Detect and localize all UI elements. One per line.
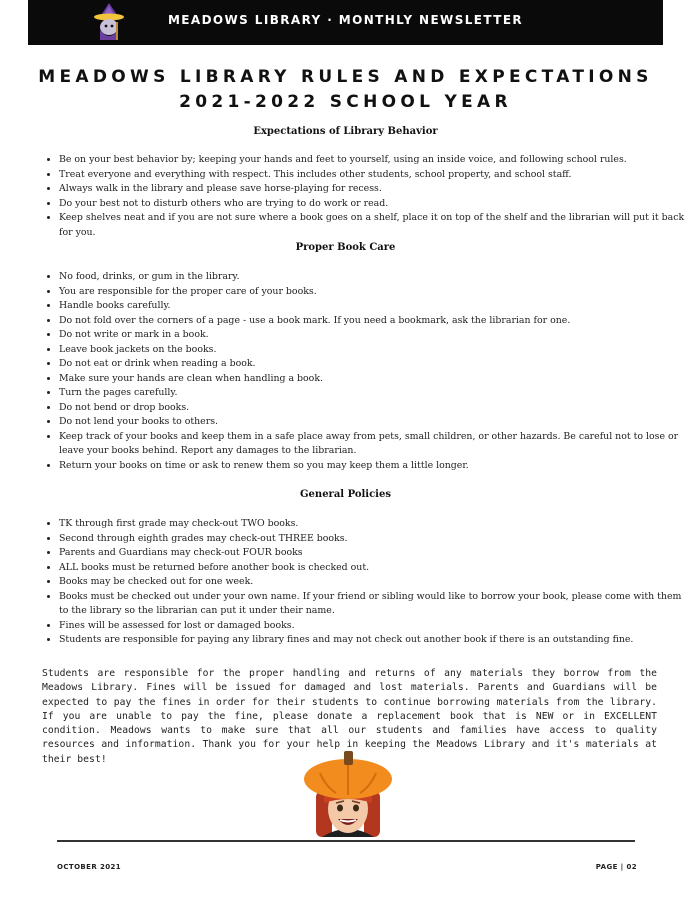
list-item: • Turn the pages carefully. bbox=[59, 386, 689, 401]
list-item: • No food, drinks, or gum in the library. bbox=[59, 270, 689, 285]
list-item: • Leave book jackets on the books. bbox=[59, 343, 689, 358]
list-item: • Keep track of your books and keep them in a safe place away from pets, small children, or other hazards. Be careful not to lose or leave your books behind. Report any damages to the librarian. bbox=[59, 430, 689, 459]
list-item: • You are responsible for the proper care of your books. bbox=[59, 285, 689, 300]
newsletter-header-bar bbox=[28, 0, 663, 45]
section-heading-general-policies: General Policies bbox=[300, 489, 391, 500]
list-item: • Parents and Guardians may check-out FOUR books bbox=[59, 546, 689, 561]
section-heading-behavior: Expectations of Library Behavior bbox=[253, 126, 438, 137]
list-item: • Do not write or mark in a book. bbox=[59, 328, 689, 343]
list-item: • Make sure your hands are clean when handling a book. bbox=[59, 372, 689, 387]
list-item: • Always walk in the library and please save horse-playing for recess. bbox=[59, 182, 689, 197]
list-item: • Do your best not to disturb others who are trying to do work or read. bbox=[59, 197, 689, 212]
list-item: • Second through eighth grades may check-out THREE books. bbox=[59, 532, 689, 547]
list-item: • ALL books must be returned before another book is checked out. bbox=[59, 561, 689, 576]
page-title-line-1: MEADOWS LIBRARY RULES AND EXPECTATIONS bbox=[38, 67, 653, 87]
list-item: • Do not eat or drink when reading a book. bbox=[59, 357, 689, 372]
list-item: • Books may be checked out for one week. bbox=[59, 575, 689, 590]
page-title bbox=[0, 65, 691, 115]
general-policies-list bbox=[32, 517, 689, 648]
pumpkin-hat-librarian-avatar bbox=[296, 751, 400, 841]
list-item: • Students are responsible for paying any library fines and may not check out another book if there is an outstanding fine. bbox=[59, 633, 689, 648]
section-heading-book-care: Proper Book Care bbox=[295, 242, 396, 253]
behavior-rules-list bbox=[32, 153, 689, 240]
list-item: • Handle books carefully. bbox=[59, 299, 689, 314]
list-item: • Do not bend or drop books. bbox=[59, 401, 689, 416]
list-item: • Treat everyone and everything with respect. This includes other students, school property, and school staff. bbox=[59, 168, 689, 183]
footer-date: OCTOBER 2021 bbox=[57, 863, 122, 871]
footer-page-number: PAGE | 02 bbox=[595, 863, 637, 871]
newsletter-header-title: MEADOWS LIBRARY · MONTHLY NEWSLETTER bbox=[167, 13, 524, 27]
list-item: • Return your books on time or ask to renew them so you may keep them a little longer. bbox=[59, 459, 689, 474]
list-item: • Do not fold over the corners of a page - use a book mark. If you need a bookmark, ask the librarian for one. bbox=[59, 314, 689, 329]
list-item: • TK through first grade may check-out TWO books. bbox=[59, 517, 689, 532]
footer-divider bbox=[57, 840, 635, 842]
page-title-line-2: 2021-2022 SCHOOL YEAR bbox=[179, 92, 512, 112]
list-item: • Be on your best behavior by; keeping your hands and feet to yourself, using an inside voice, and following school rules. bbox=[59, 153, 689, 168]
book-care-rules-list bbox=[32, 270, 689, 473]
list-item: • Books must be checked out under your own name. If your friend or sibling would like to borrow your book, please come with them to the library so the librarian can put it under their name. bbox=[59, 590, 689, 619]
list-item: • Keep shelves neat and if you are not sure where a book goes on a shelf, place it on top of the shelf and the librarian will put it back for you. bbox=[59, 211, 689, 240]
list-item: • Do not lend your books to others. bbox=[59, 415, 689, 430]
list-item: • Fines will be assessed for lost or damaged books. bbox=[59, 619, 689, 634]
closing-paragraph: Students are responsible for the proper handling and returns of any materials they borrow from the Meadows Library. Fines will be issued for damaged and lost materials. Parents and Guardians will be expected to pay the fines in order for their students to continue borrowing materials from the library. If you are unable to pay the fine, please donate a replacement book that is NEW or in EXCELLENT condition. Meadows wants to make sure that all our students and families have access to quality resources and information. Thank you for your help in keeping the Meadows Library and it's materials at their best! bbox=[42, 668, 657, 765]
